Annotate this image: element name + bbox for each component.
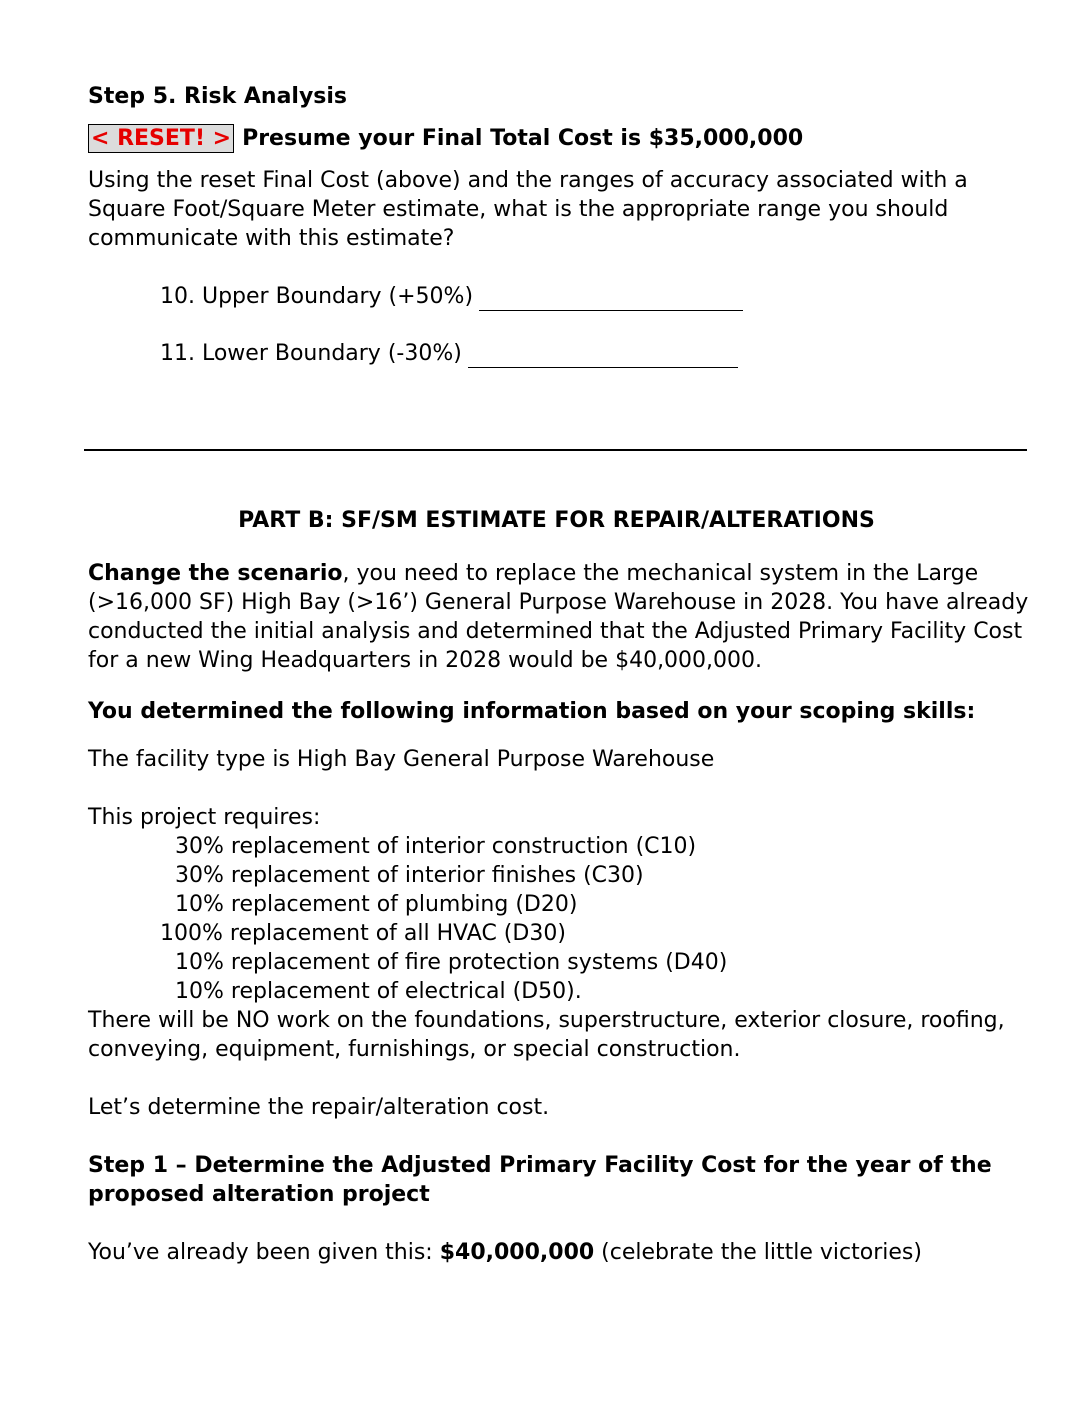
requirements-list [160, 832, 727, 1006]
reset-row [88, 124, 803, 153]
q10-label: 10. Upper Boundary (+50%) [160, 284, 474, 309]
q11-answer-blank[interactable] [468, 345, 738, 368]
requirement-item: 100% replacement of all HVAC (D30) [160, 921, 566, 946]
no-work-statement: There will be NO work on the foundations, superstructure, exterior closure, roofing, conveying, equipment, furnishings, or special construction. [88, 1008, 1005, 1062]
question-11 [160, 339, 738, 368]
scenario-rest: , you need to replace the mechanical system in the Large (>16,000 SF) High Bay (>16’) General Purpose Warehouse in 2028. You have already conducted the initial analysis and determined that the Adjusted Primary Facility Cost for a new Wing Headquarters in 2028 would be $40,000,000. [88, 561, 1029, 673]
requirement-item: 10% replacement of fire protection systems (D40) [175, 950, 728, 975]
scenario-bold: Change the scenario [88, 561, 343, 586]
given-prefix: You’ve already been given this: [88, 1240, 440, 1265]
requires-intro: This project requires: [88, 805, 321, 830]
given-amount: $40,000,000 [439, 1240, 595, 1265]
requirement-item: 10% replacement of plumbing (D20) [175, 892, 578, 917]
lets-determine: Let’s determine the repair/alteration cost. [88, 1095, 550, 1120]
step5-heading: Step 5. Risk Analysis [88, 84, 348, 109]
given-suffix: (celebrate the little victories) [594, 1240, 922, 1265]
question-10 [160, 282, 743, 311]
requirement-item: 30% replacement of interior construction (C10) [175, 834, 697, 859]
requirement-item: 10% replacement of electrical (D50). [175, 979, 582, 1004]
section-divider [84, 449, 1027, 451]
q10-answer-blank[interactable] [479, 288, 743, 311]
given-statement [88, 1238, 922, 1267]
reset-button[interactable]: < RESET! > [88, 124, 234, 153]
determined-heading: You determined the following information based on your scoping skills: [88, 699, 976, 724]
scenario-paragraph [88, 559, 1033, 675]
risk-question: Using the reset Final Cost (above) and the ranges of accuracy associated with a Square Foot/Square Meter estimate, what is the appropriate range you should communicate with this estimate? [88, 168, 968, 251]
requirement-item: 30% replacement of interior finishes (C30) [175, 863, 644, 888]
partb-heading: PART B: SF/SM ESTIMATE FOR REPAIR/ALTERATIONS [238, 508, 875, 533]
q11-label: 11. Lower Boundary (-30%) [160, 341, 462, 366]
facility-type: The facility type is High Bay General Purpose Warehouse [88, 747, 715, 772]
presume-text: Presume your Final Total Cost is $35,000,000 [242, 126, 804, 151]
step1-heading: Step 1 – Determine the Adjusted Primary Facility Cost for the year of the proposed alteration project [88, 1153, 992, 1207]
